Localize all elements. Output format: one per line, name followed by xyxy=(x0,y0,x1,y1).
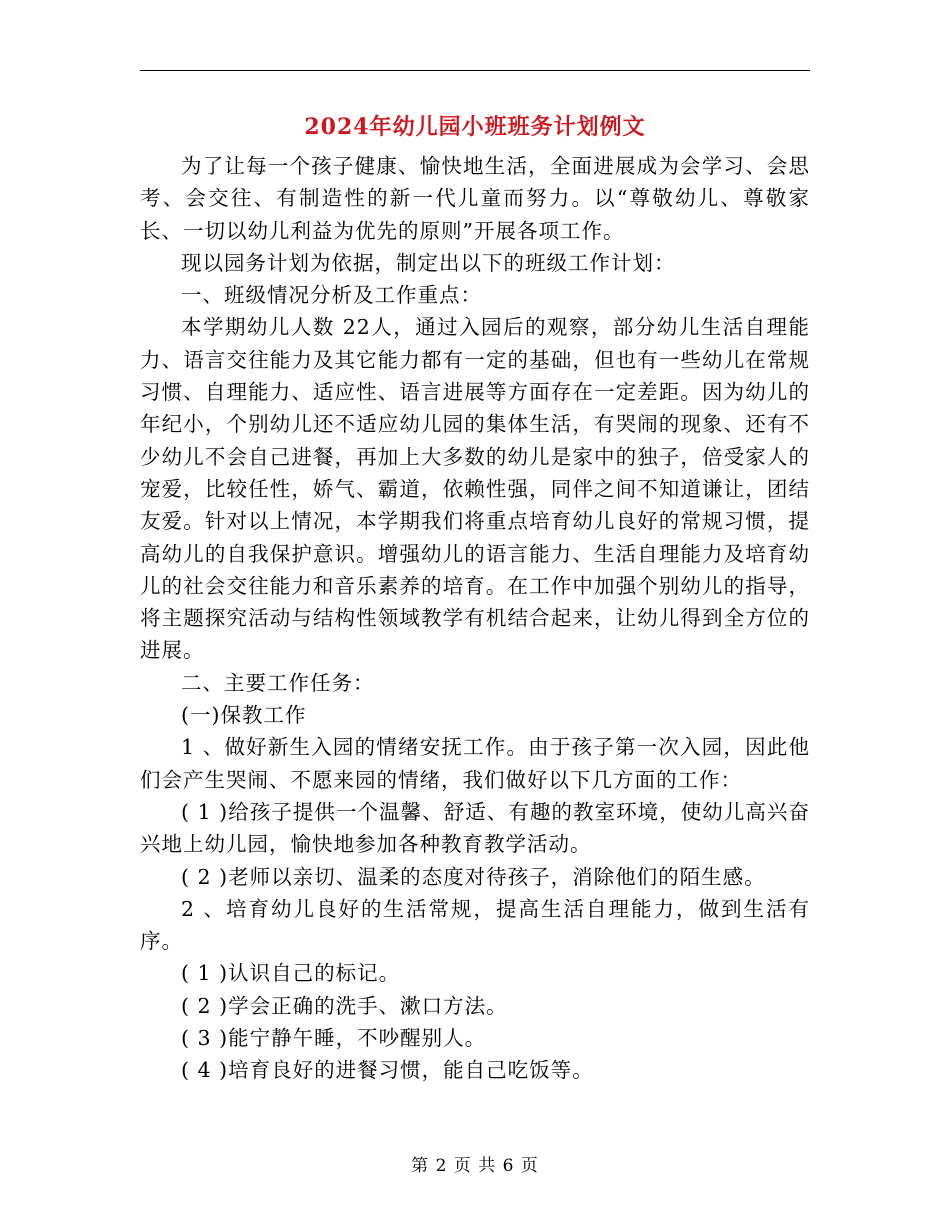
list-item: ( 1 )认识自己的标记。 xyxy=(181,961,401,986)
list-item: ( 2 )学会正确的洗手、漱口方法。 xyxy=(181,993,508,1018)
list-item: ( 1 )给孩子提供一个温馨、舒适、有趣的教室环境，使幼儿高兴奋兴地上幼儿园，愉快地参加各种教育教学活动。 xyxy=(140,799,810,857)
list-item: 2 、培育幼儿良好的生活常规，提高生活自理能力，做到生活有序。 xyxy=(140,896,810,954)
subsection-heading: (一)保教工作 xyxy=(181,703,307,728)
document-title: 2024年幼儿园小班班务计划例文 xyxy=(304,114,646,140)
paragraph-intro: 为了让每一个孩子健康、愉快地生活，全面进展成为会学习、会思考、会交往、有制造性的新一代儿童而努力。以“尊敬幼儿、尊敬家长、一切以幼儿利益为优先的原则”开展各项工作。 xyxy=(140,154,810,243)
paragraph-basis: 现以园务计划为依据，制定出以下的班级工作计划： xyxy=(181,250,676,275)
list-item: ( 3 )能宁静午睡，不吵醒别人。 xyxy=(181,1026,487,1051)
list-item: 1 、做好新生入园的情绪安抚工作。由于孩子第一次入园，因此他们会产生哭闹、不愿来园的情绪，我们做好以下几方面的工作： xyxy=(140,735,810,792)
list-item: ( 4 )培育良好的进餐习惯，能自己吃饭等。 xyxy=(181,1058,594,1083)
document-body xyxy=(140,150,810,1087)
section-heading-1: 一、班级情况分析及工作重点： xyxy=(181,283,482,308)
header-rule xyxy=(140,70,810,71)
page-number-footer: 第 2 页 共 6 页 xyxy=(411,1156,539,1176)
paragraph-class-analysis: 本学期幼儿人数 22人，通过入园后的观察，部分幼儿生活自理能力、语言交往能力及其它能力都有一定的基础，但也有一些幼儿在常规习惯、自理能力、适应性、语言进展等方面存在一定差距。因为幼儿的年纪小，个别幼儿还不适应幼儿园的集体生活，有哭闹的现象、还有不少幼儿不会自己进餐，再加上大多数的幼儿是家中的独子，倍受家人的宠爱，比较任性，娇气、霸道，依赖性强，同伴之间不知道谦让，团结友爱。针对以上情况，本学期我们将重点培育幼儿良好的常规习惯，提高幼儿的自我保护意识。增强幼儿的语言能力、生活自理能力及培育幼儿的社会交往能力和音乐素养的培育。在工作中加强个别幼儿的指导，将主题探究活动与结构性领域教学有机结合起来，让幼儿得到全方位的进展。 xyxy=(140,315,810,663)
list-item: ( 2 )老师以亲切、温柔的态度对待孩子，消除他们的陌生感。 xyxy=(181,864,766,889)
section-heading-2: 二、主要工作任务： xyxy=(181,670,375,695)
